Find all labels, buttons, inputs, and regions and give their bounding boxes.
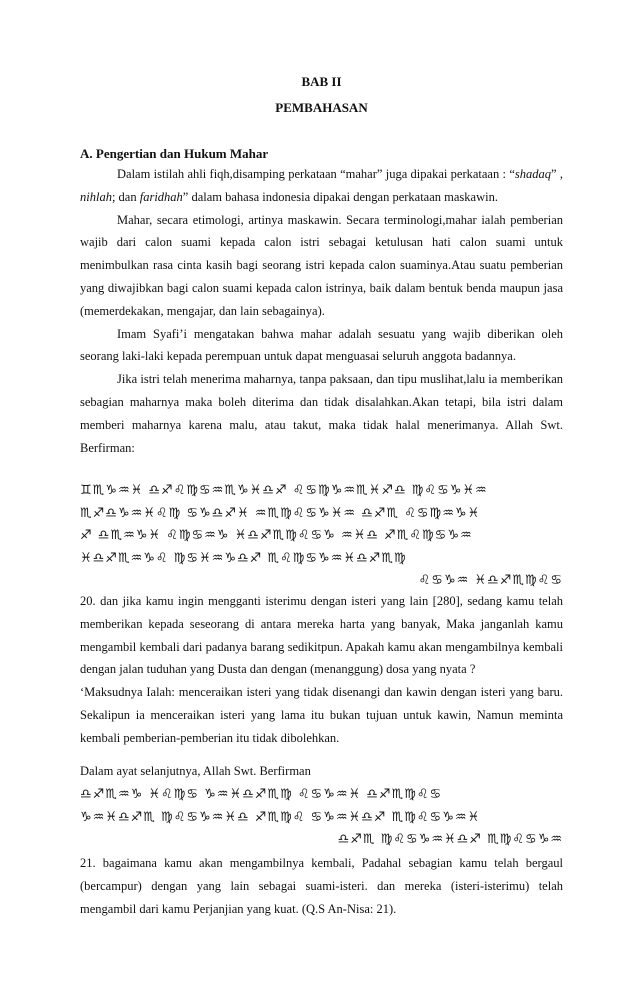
- chapter-title: PEMBAHASAN: [275, 100, 368, 115]
- arabic-line: ♎♐♏♒♑ ♓♌♍♋ ♑♒♓♎♐♏♍ ♌♋♑♒♓ ♎♐♏♍♌♋: [80, 787, 443, 802]
- arabic-line: ♊♏♑♒♓ ♎♐♌♍♋♒♏♑♓♎♐ ♌♋♍♑♒♏♓♐♎ ♍♌♋♑♓♒: [80, 483, 488, 498]
- paragraph-translation-20: 20. dan jika kamu ingin mengganti isterimu dengan isteri yang lain [280], sedang kamu telah memberikan kepada seseorang di antara mereka harta yang banyak, Maka janganlah kamu mengambil kembali dari padanya barang sedikitpun. Apakah kamu akan mengambilnya kembali dengan jalan tuduhan yang Dusta dan dengan (menanggung) dosa yang nyata ?: [80, 594, 563, 677]
- arabic-verse-20: [80, 480, 563, 593]
- arabic-line: ♐ ♎♏♒♑♓ ♌♍♋♒♑ ♓♎♐♏♍♌♋♑ ♒♓♎ ♐♏♌♍♋♑♒: [80, 528, 473, 543]
- paragraph-next-verse-intro: Dalam ayat selanjutnya, Allah Swt. Berfirman: [80, 764, 311, 778]
- arabic-line: ♌♋♑♒ ♓♎♐♏♍♌♋: [418, 573, 563, 588]
- paragraph-translation-21: 21. bagaimana kamu akan mengambilnya kembali, Padahal sebagian kamu telah bergaul (bercampur) dengan yang lain sebagai suami-isteri. dan mereka (isteri-isterimu) telah mengambil dari kamu Perjanjian yang kuat. (Q.S An-Nisa: 21).: [80, 856, 563, 916]
- arabic-verse-21: [80, 784, 563, 852]
- paragraph-mahar-terms: Dalam istilah ahli fiqh,disamping perkataan “mahar” juga dipakai perkataan : “shadaq” , nihlah; dan faridhah” dalam bahasa indonesia dipakai dengan perkataan maskawin.: [80, 167, 563, 204]
- body-block-2: [80, 590, 563, 750]
- body-block-4: [80, 852, 563, 920]
- paragraph-footnote: ‘Maksudnya Ialah: menceraikan isteri yang tidak disenangi dan kawin dengan isteri yang baru. Sekalipun ia menceraikan isteri yang lama itu bukan tujuan untuk kawin, Namun meminta kembali pemberian-pemberian itu tidak dibolehkan.: [80, 685, 563, 745]
- arabic-line: ♎♐♏ ♍♌♋♑♒♓♎♐ ♏♍♌♋♑♒: [337, 832, 563, 847]
- body-block-1: [80, 163, 563, 459]
- chapter-number: BAB II: [301, 74, 342, 89]
- paragraph-definition: Mahar, secara etimologi, artinya maskawin. Secara terminologi,mahar ialah pemberian wajib dari calon suami kepada calon istri sebagai ketulusan hati calon suami untuk menimbulkan rasa cinta kasih bagi seorang istri kepada calon suaminya.Atau suatu pemberian yang diwajibkan bagi calon suami kepada calon istrinya, baik dalam bentuk benda maupun jasa (memerdekakan, mengajar, dan lain sebagainya).: [80, 212, 563, 318]
- arabic-line: ♑♒♓♎♐♏ ♍♌♋♑♒♓♎ ♐♏♍♌ ♋♑♒♓♎♐ ♏♍♌♋♑♒♓: [80, 809, 481, 825]
- section-heading: A. Pengertian dan Hukum Mahar: [80, 146, 269, 161]
- paragraph-istri-menerima: Jika istri telah menerima maharnya, tanpa paksaan, dan tipu muslihat,lalu ia memberikan sebagian maharnya maka boleh diterima dan tidak disalahkan.Akan tetapi, bila istri dalam memberi maharnya karena malu, atau takut, maka tidak halal menerimanya. Allah Swt. Berfirman:: [80, 372, 563, 455]
- body-block-3: [80, 760, 563, 783]
- arabic-line: ♏♐♎♑♒♓♌♍ ♋♑♎♐♓ ♒♏♍♌♋♑♓♒ ♎♐♏ ♌♋♍♒♑♓: [80, 505, 481, 521]
- arabic-line: ♓♎♐♏♒♑♌ ♍♋♓♒♑♎♐ ♏♌♍♋♑♒♓♎♐♏♍: [80, 550, 407, 566]
- paragraph-imam-syafii: Imam Syafi’i mengatakan bahwa mahar adalah sesuatu yang wajib diberikan oleh seorang laki-laki kepada perempuan untuk dapat menguasai seluruh anggota badannya.: [80, 326, 563, 364]
